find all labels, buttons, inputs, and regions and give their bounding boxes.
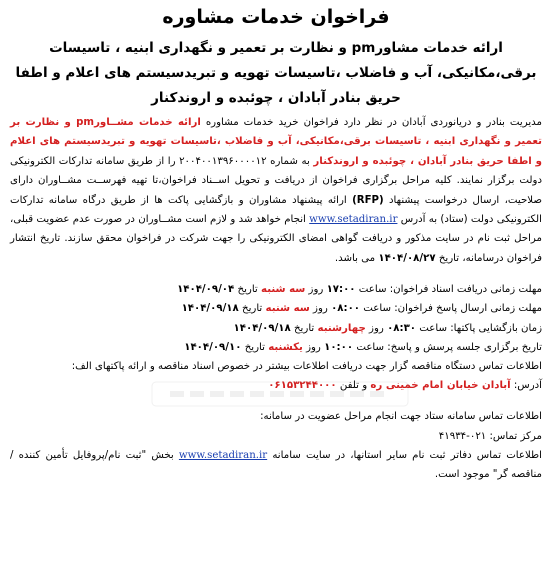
address-value: آبادان خیابان امام خمینی ره bbox=[370, 380, 511, 392]
rfp-label: (RFP) bbox=[352, 194, 384, 206]
intro-text-1: مدیریت بنادر و دریانوردی آبادان در نظر دارد فراخوان خرید خدمات مشاوره bbox=[205, 117, 542, 128]
schedule-list bbox=[10, 280, 542, 357]
setad-link[interactable]: www.setadiran.ir bbox=[309, 214, 398, 226]
schedule-row: زمان بازگشایی پاکتها: ساعت ۰۸:۳۰ روز چهارشنبه تاریخ ۱۴۰۴/۰۹/۱۸ bbox=[233, 322, 542, 334]
intro-text-3: ارائه پیشنهاد مشاوران و بازگشایی پاکت ها از طریق درگاه سامانه تدارکات الکترونیکی دولت (ستاد) به آدرس bbox=[10, 194, 542, 226]
setad-offices-link[interactable]: www.setadiran.ir bbox=[178, 449, 268, 461]
intro-service-title: ارائه خدمات مشــاورpm و نظارت بر تعمیر و نگهداری ابنیه ، تاسیسات برقی،مکانیکی، آب و فاضلاب ،تاسیسات تهویه و تبریدسیستم های اعلام و اطفا حریق بنادر آبادان ، چوئبده و اروندکنار bbox=[10, 117, 542, 167]
intro-paragraph bbox=[10, 113, 542, 268]
announcement-subtitle: ارائه خدمات مشاورpm و نظارت بر تعمیر و نگهداری ابنیه ، تاسیسات برقی،مکانیکی، آب و فاضلاب ،تاسیسات تهویه و تبریدسیستم های اعلام و اطفا حریق بنادر آبادان ، چوئبده و اروندکنار bbox=[15, 40, 537, 106]
contact-intro: اطلاعات تماس دستگاه مناقصه گزار جهت دریافت اطلاعات بیشتر در خصوص اسناد مناقصه و ارائه پاکتهای الف: bbox=[71, 361, 542, 373]
schedule-row: مهلت زمانی دریافت اسناد فراخوان: ساعت ۱۷:۰۰ روز سه شنبه تاریخ ۱۴۰۴/۰۹/۰۴ bbox=[177, 284, 542, 296]
spacer bbox=[10, 268, 542, 280]
phone-number: ۰۶۱۵۳۲۴۴۰۰۰ bbox=[268, 380, 337, 392]
intro-text-4: انجام خواهد شد و لازم است مشــاوران در صورت عدم عضویت قبلی، مراحل ثبت نام در سایت مذکور و دریافت گواهی امضای الکترونیکی را جهت شرکت در فراخوان محقق سازند. تاریخ انتشار فراخوان درسامانه، تاریخ bbox=[10, 214, 542, 264]
setad-offices: اطلاعات تماس دفاتر ثبت نام سایر استانها، در سایت سامانه www.setadiran.ir بخش "ثبت نام/پروفایل تأمین کننده / مناقصه گر" موجود است. bbox=[10, 449, 542, 481]
intro-text-2: به شماره ۲۰۰۴۰۰۱۳۹۶۰۰۰۰۱۲ را از طریق سامانه تدارکات الکترونیکی دولت برگزار نمایند. کلیه مراحل برگزاری فراخوان از دریافت و تحویل اســناد فراخوان،تا تهیه فهرســت مشــاوران دارای صلاحیت، ارسال درخواست پیشنهاد bbox=[10, 155, 542, 206]
spacer bbox=[10, 395, 542, 407]
address-line: آدرس: آبادان خیابان امام خمینی ره و تلفن ۰۶۱۵۳۲۴۴۰۰۰ bbox=[268, 380, 542, 392]
schedule-row: تاریخ برگزاری جلسه پرسش و پاسخ: ساعت ۱۰:۰۰ روز یکشنبه تاریخ ۱۴۰۴/۰۹/۱۰ bbox=[184, 341, 542, 353]
setad-call-center: مرکز تماس: ۰۲۱-۴۱۹۳۴ bbox=[438, 430, 542, 442]
schedule-row: مهلت زمانی ارسال پاسخ فراخوان: ساعت ۰۸:۰۰ روز سه شنبه تاریخ ۱۴۰۴/۰۹/۱۸ bbox=[181, 303, 542, 315]
intro-text-5: می باشد. bbox=[334, 252, 376, 264]
page-title: فراخوان خدمات مشاوره bbox=[162, 6, 390, 28]
setad-heading: اطلاعات تماس سامانه ستاد جهت انجام مراحل عضویت در سامانه: bbox=[260, 411, 542, 423]
publish-date: ۱۴۰۴/۰۸/۲۷ bbox=[378, 252, 436, 264]
